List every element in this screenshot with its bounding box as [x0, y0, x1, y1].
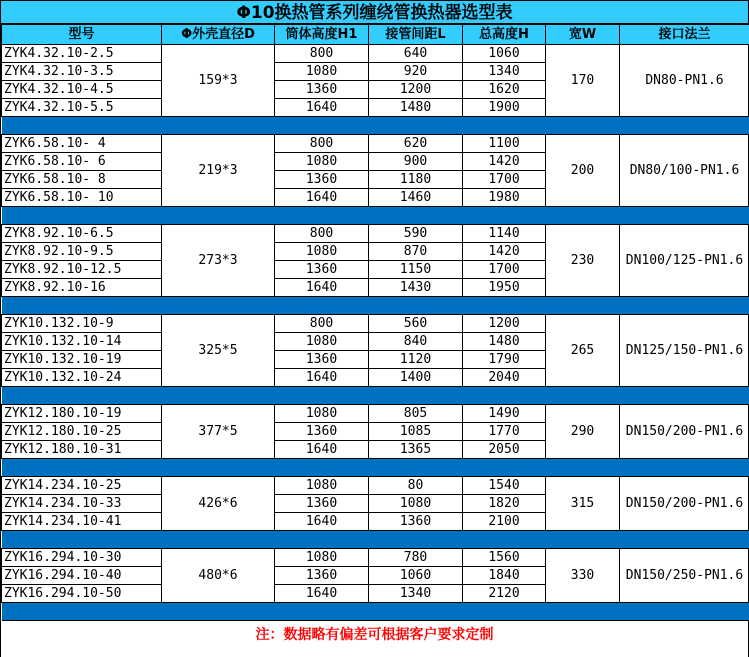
shell-height-cell: 800 — [275, 135, 369, 153]
shell-height-cell: 1080 — [275, 549, 369, 567]
total-height-cell: 2040 — [463, 369, 546, 387]
group-separator — [2, 603, 749, 621]
nozzle-spacing-cell: 560 — [369, 315, 463, 333]
shell-height-cell: 1080 — [275, 153, 369, 171]
shell-height-cell: 1080 — [275, 477, 369, 495]
diameter-cell: 159*3 — [162, 45, 275, 117]
total-height-cell: 2100 — [463, 513, 546, 531]
header-shell-height: 筒体高度H1 — [275, 25, 369, 45]
model-cell: ZYK4.32.10-3.5 — [2, 63, 162, 81]
header-diameter: Φ外壳直径D — [162, 25, 275, 45]
total-height-cell: 1490 — [463, 405, 546, 423]
model-cell: ZYK14.234.10-33 — [2, 495, 162, 513]
model-cell: ZYK8.92.10-16 — [2, 279, 162, 297]
group-separator — [2, 207, 749, 225]
header-row — [2, 25, 749, 45]
nozzle-spacing-cell: 1480 — [369, 99, 463, 117]
nozzle-spacing-cell: 1430 — [369, 279, 463, 297]
shell-height-cell: 1640 — [275, 513, 369, 531]
shell-height-cell: 1360 — [275, 261, 369, 279]
nozzle-spacing-cell: 1460 — [369, 189, 463, 207]
flange-cell: DN150/200-PN1.6 — [620, 405, 749, 459]
diameter-cell: 377*5 — [162, 405, 275, 459]
nozzle-spacing-cell: 1060 — [369, 567, 463, 585]
footnote: 注：数据略有偏差可根据客户要求定制 — [255, 627, 494, 643]
total-height-cell: 1700 — [463, 261, 546, 279]
table-row — [2, 45, 749, 63]
total-height-cell: 1620 — [463, 81, 546, 99]
separator-bar — [2, 207, 749, 225]
model-cell: ZYK6.58.10- 4 — [2, 135, 162, 153]
total-height-cell: 1700 — [463, 171, 546, 189]
model-cell: ZYK16.294.10-50 — [2, 585, 162, 603]
table-row — [2, 477, 749, 495]
total-height-cell: 1980 — [463, 189, 546, 207]
shell-height-cell: 1360 — [275, 567, 369, 585]
shell-height-cell: 1640 — [275, 585, 369, 603]
header-flange: 接口法兰 — [620, 25, 749, 45]
shell-height-cell: 1080 — [275, 405, 369, 423]
nozzle-spacing-cell: 1080 — [369, 495, 463, 513]
table-row — [2, 549, 749, 567]
nozzle-spacing-cell: 640 — [369, 45, 463, 63]
group-separator — [2, 117, 749, 135]
sheet-title: Φ10换热管系列缠绕管换热器选型表 — [1, 0, 748, 24]
flange-cell: DN100/125-PN1.6 — [620, 225, 749, 297]
total-height-cell: 1340 — [463, 63, 546, 81]
total-height-cell: 1140 — [463, 225, 546, 243]
selection-table — [1, 24, 749, 621]
table-row — [2, 225, 749, 243]
nozzle-spacing-cell: 900 — [369, 153, 463, 171]
model-cell: ZYK12.180.10-31 — [2, 441, 162, 459]
model-cell: ZYK4.32.10-2.5 — [2, 45, 162, 63]
model-cell: ZYK6.58.10- 10 — [2, 189, 162, 207]
shell-height-cell: 1080 — [275, 243, 369, 261]
separator-bar — [2, 603, 749, 621]
nozzle-spacing-cell: 1120 — [369, 351, 463, 369]
shell-height-cell: 1360 — [275, 81, 369, 99]
model-cell: ZYK14.234.10-25 — [2, 477, 162, 495]
total-height-cell: 1540 — [463, 477, 546, 495]
nozzle-spacing-cell: 1085 — [369, 423, 463, 441]
width-cell: 315 — [546, 477, 620, 531]
model-cell: ZYK6.58.10- 6 — [2, 153, 162, 171]
total-height-cell: 1060 — [463, 45, 546, 63]
nozzle-spacing-cell: 1400 — [369, 369, 463, 387]
width-cell: 330 — [546, 549, 620, 603]
nozzle-spacing-cell: 805 — [369, 405, 463, 423]
flange-cell: DN80-PN1.6 — [620, 45, 749, 117]
nozzle-spacing-cell: 1365 — [369, 441, 463, 459]
nozzle-spacing-cell: 1200 — [369, 81, 463, 99]
total-height-cell: 1770 — [463, 423, 546, 441]
total-height-cell: 1200 — [463, 315, 546, 333]
nozzle-spacing-cell: 1340 — [369, 585, 463, 603]
total-height-cell: 1900 — [463, 99, 546, 117]
nozzle-spacing-cell: 920 — [369, 63, 463, 81]
width-cell: 200 — [546, 135, 620, 207]
shell-height-cell: 1640 — [275, 189, 369, 207]
separator-bar — [2, 387, 749, 405]
flange-cell: DN150/200-PN1.6 — [620, 477, 749, 531]
table-row — [2, 135, 749, 153]
separator-bar — [2, 297, 749, 315]
shell-height-cell: 1360 — [275, 495, 369, 513]
shell-height-cell: 1360 — [275, 423, 369, 441]
header-total-height: 总高度H — [463, 25, 546, 45]
width-cell: 170 — [546, 45, 620, 117]
total-height-cell: 2120 — [463, 585, 546, 603]
total-height-cell: 1480 — [463, 333, 546, 351]
nozzle-spacing-cell: 1360 — [369, 513, 463, 531]
diameter-cell: 273*3 — [162, 225, 275, 297]
model-cell: ZYK12.180.10-25 — [2, 423, 162, 441]
table-body — [2, 45, 749, 621]
model-cell: ZYK10.132.10-19 — [2, 351, 162, 369]
flange-cell: DN150/250-PN1.6 — [620, 549, 749, 603]
model-cell: ZYK4.32.10-5.5 — [2, 99, 162, 117]
separator-bar — [2, 117, 749, 135]
shell-height-cell: 1640 — [275, 279, 369, 297]
model-cell: ZYK6.58.10- 8 — [2, 171, 162, 189]
model-cell: ZYK16.294.10-30 — [2, 549, 162, 567]
total-height-cell: 1420 — [463, 243, 546, 261]
total-height-cell: 1840 — [463, 567, 546, 585]
diameter-cell: 325*5 — [162, 315, 275, 387]
total-height-cell: 1820 — [463, 495, 546, 513]
nozzle-spacing-cell: 1180 — [369, 171, 463, 189]
header-width: 宽W — [546, 25, 620, 45]
width-cell: 230 — [546, 225, 620, 297]
shell-height-cell: 1360 — [275, 351, 369, 369]
header-model: 型号 — [2, 25, 162, 45]
group-separator — [2, 297, 749, 315]
total-height-cell: 1560 — [463, 549, 546, 567]
model-cell: ZYK12.180.10-19 — [2, 405, 162, 423]
shell-height-cell: 1640 — [275, 99, 369, 117]
shell-height-cell: 800 — [275, 315, 369, 333]
table-row — [2, 405, 749, 423]
nozzle-spacing-cell: 780 — [369, 549, 463, 567]
total-height-cell: 1950 — [463, 279, 546, 297]
model-cell: ZYK8.92.10-12.5 — [2, 261, 162, 279]
model-cell: ZYK8.92.10-9.5 — [2, 243, 162, 261]
group-separator — [2, 387, 749, 405]
nozzle-spacing-cell: 80 — [369, 477, 463, 495]
shell-height-cell: 800 — [275, 45, 369, 63]
diameter-cell: 480*6 — [162, 549, 275, 603]
group-separator — [2, 459, 749, 477]
model-cell: ZYK4.32.10-4.5 — [2, 81, 162, 99]
nozzle-spacing-cell: 1150 — [369, 261, 463, 279]
flange-cell: DN80/100-PN1.6 — [620, 135, 749, 207]
model-cell: ZYK16.294.10-40 — [2, 567, 162, 585]
model-cell: ZYK14.234.10-41 — [2, 513, 162, 531]
nozzle-spacing-cell: 620 — [369, 135, 463, 153]
shell-height-cell: 1080 — [275, 333, 369, 351]
shell-height-cell: 1360 — [275, 171, 369, 189]
model-cell: ZYK8.92.10-6.5 — [2, 225, 162, 243]
diameter-cell: 426*6 — [162, 477, 275, 531]
model-cell: ZYK10.132.10-14 — [2, 333, 162, 351]
separator-bar — [2, 531, 749, 549]
total-height-cell: 1100 — [463, 135, 546, 153]
total-height-cell: 1420 — [463, 153, 546, 171]
shell-height-cell: 800 — [275, 225, 369, 243]
model-cell: ZYK10.132.10-9 — [2, 315, 162, 333]
flange-cell: DN125/150-PN1.6 — [620, 315, 749, 387]
model-cell: ZYK10.132.10-24 — [2, 369, 162, 387]
nozzle-spacing-cell: 590 — [369, 225, 463, 243]
shell-height-cell: 1640 — [275, 369, 369, 387]
separator-bar — [2, 459, 749, 477]
group-separator — [2, 531, 749, 549]
header-nozzle-spacing: 接管间距L — [369, 25, 463, 45]
total-height-cell: 1790 — [463, 351, 546, 369]
shell-height-cell: 1080 — [275, 63, 369, 81]
shell-height-cell: 1640 — [275, 441, 369, 459]
width-cell: 265 — [546, 315, 620, 387]
table-row — [2, 315, 749, 333]
nozzle-spacing-cell: 870 — [369, 243, 463, 261]
width-cell: 290 — [546, 405, 620, 459]
total-height-cell: 2050 — [463, 441, 546, 459]
diameter-cell: 219*3 — [162, 135, 275, 207]
nozzle-spacing-cell: 840 — [369, 333, 463, 351]
